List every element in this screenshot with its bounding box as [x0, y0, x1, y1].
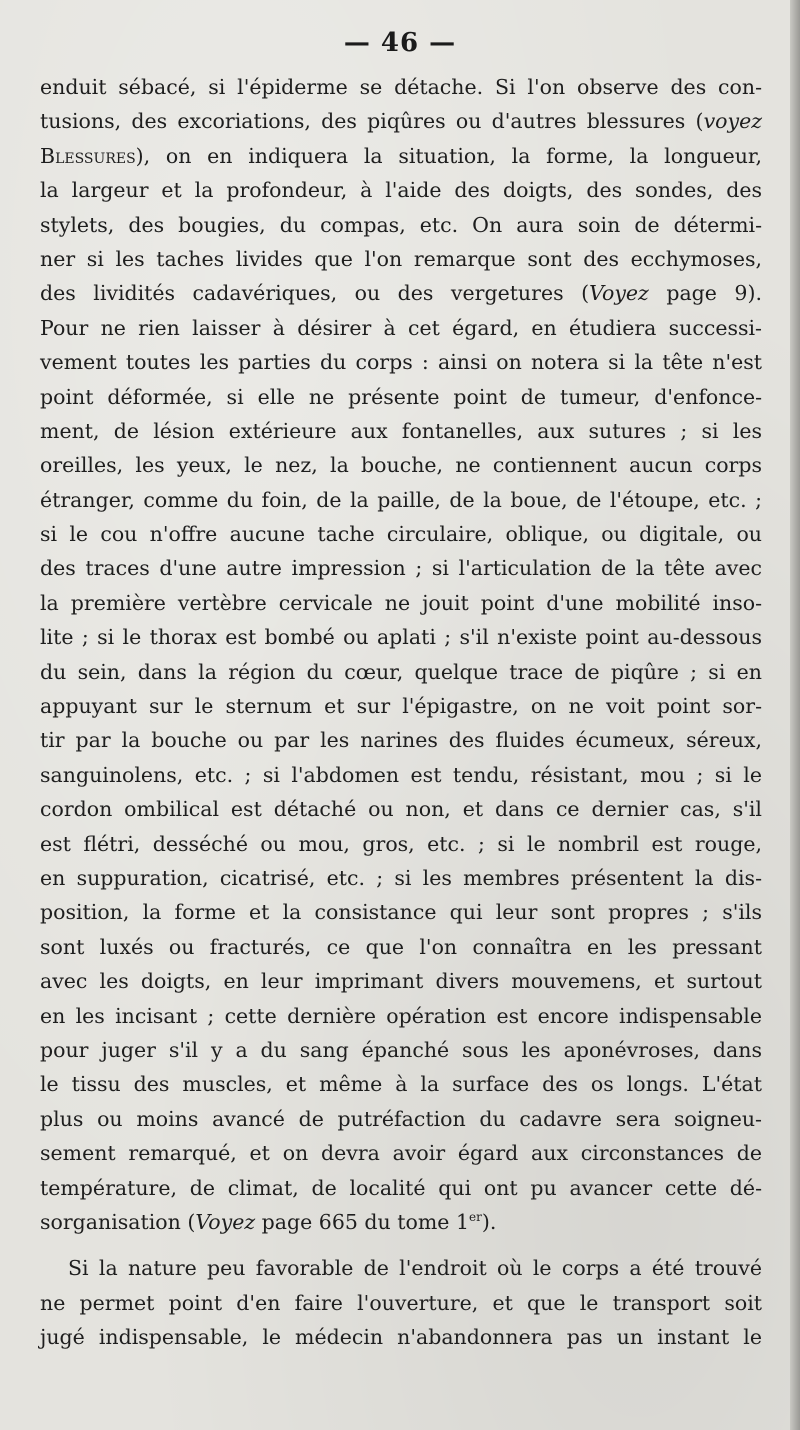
text-line: température, de climat, de localité qui ont pu avancer cette dé-	[40, 1175, 762, 1200]
text-line: tir par la bouche ou par les narines des fluides écumeux, séreux,	[40, 728, 762, 753]
text-segment: des lividités cadavériques, ou des vergetures (	[40, 281, 590, 306]
text-line: cordon ombilical est détaché ou non, et dans ce dernier cas, s'il	[40, 797, 762, 822]
small-caps-blessures: Blessures	[40, 143, 136, 168]
text-line: la première vertèbre cervicale ne jouit point d'une mobilité inso-	[40, 590, 762, 615]
text-line	[40, 139, 762, 173]
paragraph-2	[40, 1251, 762, 1354]
paragraph-gap	[40, 1239, 762, 1251]
text-line: jugé indispensable, le médecin n'abandonnera pas un instant le	[40, 1325, 762, 1350]
text-line: oreilles, les yeux, le nez, la bouche, ne contiennent aucun corps	[40, 453, 762, 478]
text-line: lite ; si le thorax est bombé ou aplati ; s'il n'existe point au-dessous	[40, 625, 762, 650]
text-line: en les incisant ; cette dernière opération est encore indispensable	[40, 1003, 762, 1028]
paragraph-1	[40, 70, 762, 1239]
text-segment: page 665 du tome 1	[255, 1209, 469, 1234]
text-line: appuyant sur le sternum et sur l'épigastre, on ne voit point sor-	[40, 694, 762, 719]
text-line: vement toutes les parties du corps : ainsi on notera si la tête n'est	[40, 350, 762, 375]
text-line: pour juger s'il y a du sang épanché sous les aponévroses, dans	[40, 1037, 762, 1062]
page-edge-shadow	[790, 0, 800, 1430]
body-text	[40, 70, 762, 1354]
text-line	[40, 104, 762, 138]
text-segment: page 9).	[648, 281, 762, 306]
text-line	[40, 276, 762, 310]
text-line: stylets, des bougies, du compas, etc. On aura soin de détermi-	[40, 212, 762, 237]
italic-voyez: Voyez	[589, 281, 649, 306]
text-line: Pour ne rien laisser à désirer à cet égard, en étudiera successi-	[40, 315, 762, 340]
superscript: er	[469, 1210, 482, 1225]
text-line: le tissu des muscles, et même à la surface des os longs. L'état	[40, 1072, 762, 1097]
text-line: étranger, comme du foin, de la paille, de la boue, de l'étoupe, etc. ;	[40, 487, 762, 512]
text-line: la largeur et la profondeur, à l'aide des doigts, des sondes, des	[40, 178, 762, 203]
text-line: des traces d'une autre impression ; si l'articulation de la tête avec	[40, 556, 762, 581]
text-line: Si la nature peu favorable de l'endroit où le corps a été trouvé	[68, 1256, 762, 1281]
text-line: point déformée, si elle ne présente point de tumeur, d'enfonce-	[40, 384, 762, 409]
italic-voyez: voyez	[703, 109, 762, 134]
text-line: en suppuration, cicatrisé, etc. ; si les membres présentent la dis-	[40, 865, 762, 890]
text-line: si le cou n'offre aucune tache circulaire, oblique, ou digitale, ou	[40, 522, 762, 547]
text-segment: ).	[481, 1209, 497, 1234]
text-line: ner si les taches livides que l'on remarque sont des ecchymoses,	[40, 246, 762, 271]
text-line: plus ou moins avancé de putréfaction du cadavre sera soigneu-	[40, 1106, 762, 1131]
text-line: sont luxés ou fracturés, ce que l'on connaîtra en les pressant	[40, 934, 762, 959]
text-segment: tusions, des excoriations, des piqûres ou d'autres blessures (	[40, 109, 704, 134]
text-line	[40, 1205, 762, 1239]
text-segment: ), on en indiquera la situation, la forme, la longueur,	[135, 143, 762, 168]
text-line: ment, de lésion extérieure aux fontanelles, aux sutures ; si les	[40, 418, 762, 443]
text-line: sanguinolens, etc. ; si l'abdomen est tendu, résistant, mou ; si le	[40, 762, 762, 787]
text-line: avec les doigts, en leur imprimant divers mouvemens, et surtout	[40, 969, 762, 994]
italic-voyez: Voyez	[195, 1209, 256, 1234]
text-line: enduit sébacé, si l'épiderme se détache. Si l'on observe des con-	[40, 75, 762, 99]
text-line: ne permet point d'en faire l'ouverture, et que le transport soit	[40, 1290, 762, 1315]
text-line: est flétri, desséché ou mou, gros, etc. ; si le nombril est rouge,	[40, 831, 762, 856]
text-line: sement remarqué, et on devra avoir égard aux circonstances de	[40, 1141, 762, 1166]
text-line: du sein, dans la région du cœur, quelque trace de piqûre ; si en	[40, 659, 762, 684]
text-line: position, la forme et la consistance qui leur sont propres ; s'ils	[40, 900, 762, 925]
page-number: — 46 —	[343, 28, 457, 58]
text-segment: sorganisation (	[40, 1209, 196, 1234]
